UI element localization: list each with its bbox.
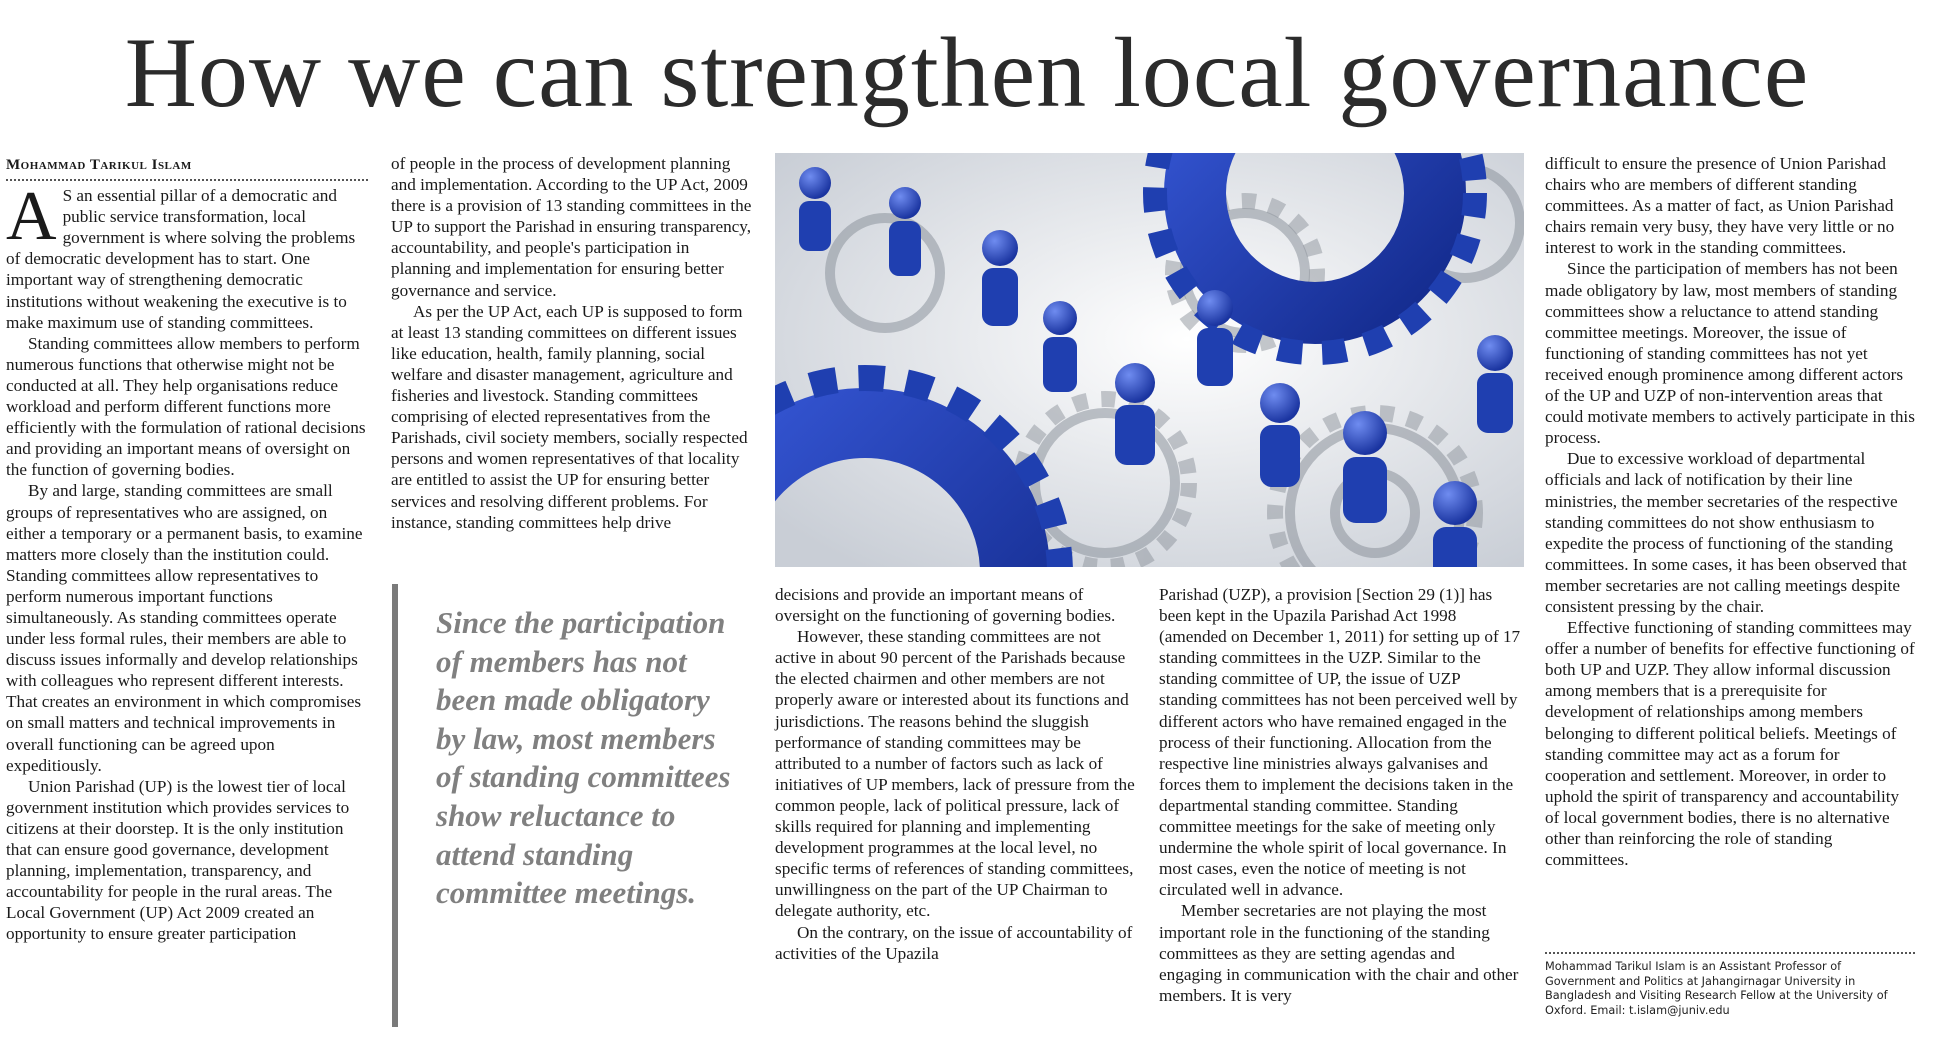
gears-people-illustration [775,153,1524,567]
paragraph: Due to excessive workload of departmental officials and lack of notification by their line ministries, the member secretaries of the respective standing committees do not show enthusiasm to expedite the process of functioning of the standing committees. In some cases, it has been observed that member secretaries are not calling meetings despite consistent pressing by the chair. [1545,449,1907,616]
paragraph [6,178,368,333]
byline: Mohammad Tarikul Islam [6,155,368,181]
paragraph: Effective functioning of standing committees may offer a number of benefits for effective functioning of both UP and UZP. They allow informal discussion among members that is a prerequisite for development of relationships among members belonging to different political beliefs. Meetings of standing committee may act as a forum for cooperation and settlement. Moreover, in order to uphold the spirit of transparency and accountability of local government bodies, there is no alternative other than reinforcing the role of standing committees. [1545,618,1915,870]
article-photo [775,153,1524,567]
drop-cap: A [6,178,57,256]
paragraph: Member secretaries are not playing the most important role in the functioning of the standing committees as they are setting agendas and engaging in communication with the chair and other members. It is very [1159,901,1519,1005]
paragraph: difficult to ensure the presence of Union Parishad chairs who are members of different standing committees. As a matter of fact, as Union Parishad chairs remain very busy, they have very little or no interest to work in the standing committees. [1545,154,1895,258]
column-5 [1545,153,1915,870]
paragraph: By and large, standing committees are small groups of representatives who are assigned, on either a temporary or a permanent basis, to examine matters more closely than the institution could. Standing committees allow representatives to perform numerous important functions simultaneously. As standing committees operate under less formal rules, their members are able to discuss issues informally and develop relationships with colleagues who represent different interests. That creates an environment in which compromises on small matters and technical improvements in overall functioning can be agreed upon expeditiously. [6,481,363,775]
column-4 [1159,584,1521,1006]
pull-quote-text: Since the participation of members has not been made obligatory by law, most members of standing committees show reluctance to attend standing committee meetings. [436,605,731,911]
paragraph: As per the UP Act, each UP is supposed to form at least 13 standing committees on different issues like education, health, family planning, social welfare and disaster management, agriculture and fisheries and livestock. Standing committees comprising of elected representatives from the Parishads, civil society members, socially respected persons and women representatives of that locality are entitled to assist the UP for ensuring better services and resolving different problems. For instance, standing committees help drive [391,301,748,532]
paragraph: Parishad (UZP), a provision [Section 29 (1)] has been kept in the Upazila Parishad Act 1998 (amended on December 1, 2011) for setting up of 17 standing committees in the UZP. Similar to the standing committee of UP, the issue of UZP standing committees has not been perceived well by different actors who have remained engaged in the process of their functioning. Allocation from the respective line ministries always galvanises and forces them to implement the decisions taken in the departmental standing committee. Standing committee meetings for the sake of meeting only undermine the whole spirit of local governance. In most cases, even the notice of meeting is not circulated well in advance. [1159,585,1521,900]
paragraph: On the contrary, on the issue of accountability of activities of the Upazila [775,922,1133,963]
paragraph: decisions and provide an important means of oversight on the functioning of governing bodies. [775,585,1116,626]
paragraph: However, these standing committees are not active in about 90 percent of the Parishads because the elected chairmen and other members are not properly aware or interested about its functions and jurisdictions. The reasons behind the sluggish performance of standing committees may be attributed to a number of factors such as lack of initiatives of UP members, lack of pressure from the common people, lack of political pressure, lack of skills required for planning and implementing development programmes at the local level, no specific terms of references of standing committees, unwillingness on the part of the UP Chairman to delegate authority, etc. [775,627,1135,921]
column-3 [775,584,1141,964]
column-1 [6,155,368,944]
author-bio: Mohammad Tarikul Islam is an Assistant Professor of Government and Politics at Jahangirnagar University in Bangladesh and Visiting Research Fellow at the University of Oxford. Email: t.islam@juniv.edu [1545,952,1915,1018]
paragraph-text: S an essential pillar of a democratic and public service transformation, local government is where solving the problems of democratic development has to start. One important way of strengthening democratic institutions without weakening the executive is to make maximum use of standing committees. [6,186,356,332]
pull-quote [392,584,732,1027]
paragraph: Since the participation of members has not been made obligatory by law, most members of standing committees show a reluctance to attend standing committee meetings. Moreover, the issue of functioning of standing committees has not yet received enough prominence among different actors of the UP and UZP of non-intervention areas that could motivate members to actively participate in this process. [1545,259,1915,448]
paragraph: Standing committees allow members to perform numerous functions that otherwise might not be conducted at all. They help organisations reduce workload and perform different functions more efficiently with the formulation of rational decisions and providing an important means of oversight on the function of governing bodies. [6,333,366,480]
paragraph: Union Parishad (UP) is the lowest tier of local government institution which provides services to citizens at their doorstep. It is the only institution that can ensure good governance, development planning, implementation, transparency, and accountability for people in the rural areas. The Local Government (UP) Act 2009 created an opportunity to ensure greater participation [6,776,350,944]
headline: How we can strengthen local governance [124,17,1810,128]
paragraph: of people in the process of development planning and implementation. According to the UP Act, 2009 there is a provision of 13 standing committees in the UP to support the Parishad in ensuring transparency, accountability, and people's participation in planning and implementation for ensuring better governance and service. [391,154,752,300]
column-2 [391,153,753,533]
